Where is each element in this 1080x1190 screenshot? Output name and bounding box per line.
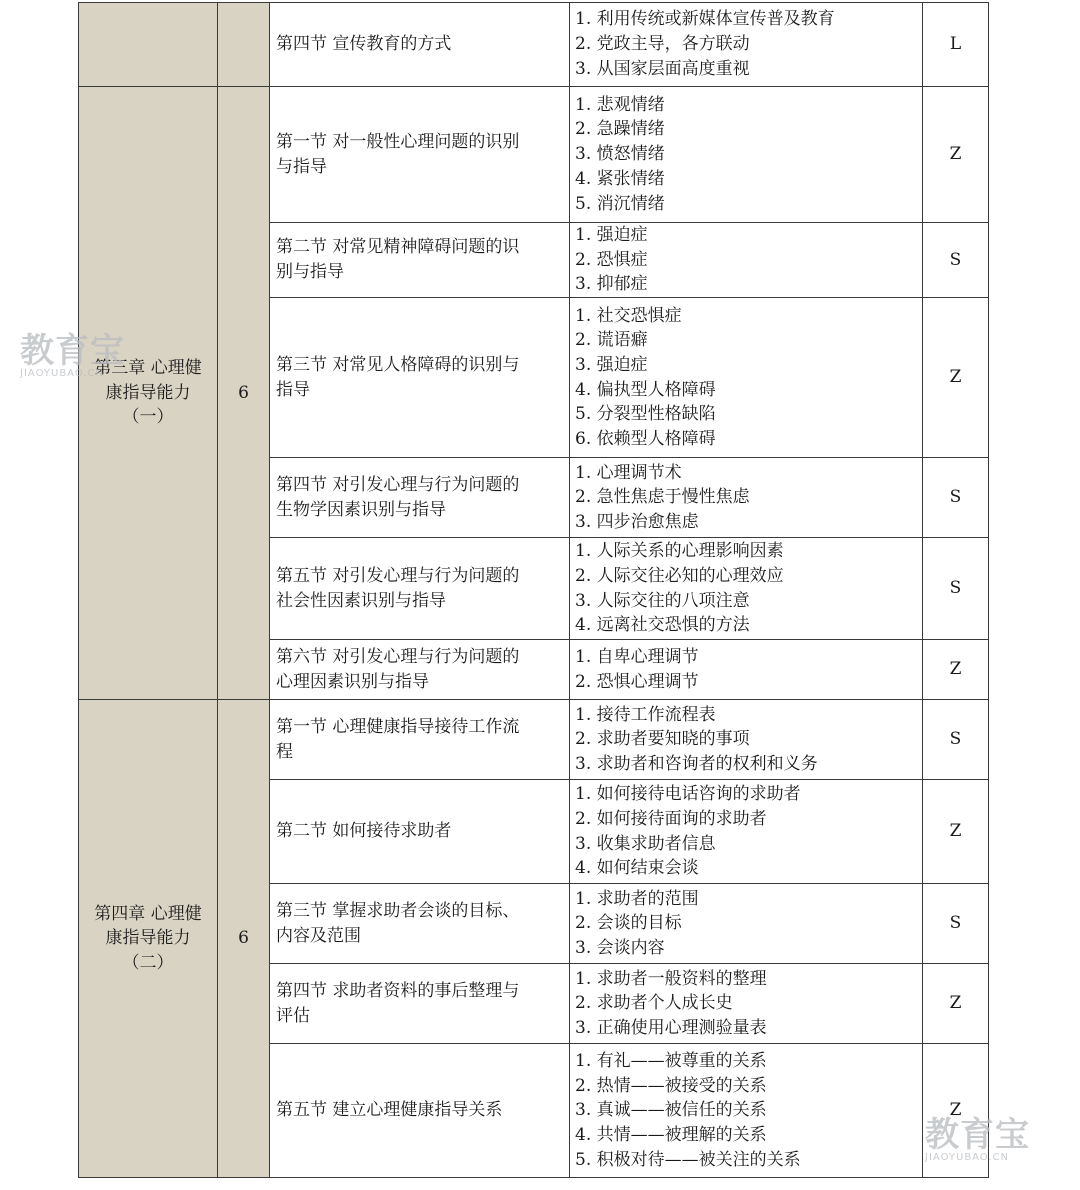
knowledge-point: 2. 党政主导，各方联动: [575, 34, 750, 55]
knowledge-point: 2. 人际交往必知的心理效应: [575, 565, 784, 586]
knowledge-points-cell: [570, 780, 923, 884]
knowledge-point: 2. 热情——被接受的关系: [575, 1075, 767, 1096]
knowledge-point: 1. 有礼——被尊重的关系: [575, 1050, 767, 1071]
watermark-subtext: JIAOYUBAO.CN: [925, 1152, 1009, 1163]
section-title-line: 第五节 建立心理健康指导关系: [276, 1100, 503, 1121]
section-title-cell: [270, 640, 570, 700]
requirement-level-cell: L: [923, 3, 989, 87]
chapter-title-cell: [79, 3, 218, 87]
knowledge-point: 1. 求助者的范围: [575, 888, 699, 909]
knowledge-point: 2. 恐惧症: [575, 249, 648, 270]
section-title-line: 第三节 对常见人格障碍的识别与: [276, 354, 520, 375]
knowledge-point: 3. 四步治愈焦虑: [575, 511, 699, 532]
knowledge-point: 4. 共情——被理解的关系: [575, 1124, 767, 1145]
knowledge-points-cell: [570, 700, 923, 780]
chapter-title-line: 康指导能力: [105, 382, 191, 403]
knowledge-point: 3. 从国家层面高度重视: [575, 58, 750, 79]
knowledge-point: 1. 利用传统或新媒体宣传普及教育: [575, 9, 835, 30]
knowledge-point: 1. 强迫症: [575, 225, 648, 245]
section-title-cell: [270, 700, 570, 780]
knowledge-point: 1. 心理调节术: [575, 462, 682, 483]
chapter-hours-cell: [218, 3, 270, 87]
section-title-line: 第四节 宣传教育的方式: [276, 34, 452, 55]
watermark-subtext: JIAOYUBAO.CN: [20, 368, 104, 379]
requirement-level-cell: S: [923, 538, 989, 640]
requirement-level-cell: Z: [923, 640, 989, 700]
requirement-level-cell: S: [923, 700, 989, 780]
knowledge-point: 2. 急性焦虑于慢性焦虑: [575, 487, 750, 508]
requirement-level-cell: Z: [923, 87, 989, 223]
knowledge-point: 1. 自卑心理调节: [575, 646, 699, 667]
knowledge-point: 5. 消沉情绪: [575, 193, 665, 214]
knowledge-point: 4. 紧张情绪: [575, 168, 665, 189]
section-title-line: 第四节 对引发心理与行为问题的: [276, 474, 520, 495]
section-title-cell: [270, 87, 570, 223]
table-row: [79, 87, 989, 223]
knowledge-points-cell: [570, 964, 923, 1044]
section-title-line: 评估: [276, 1005, 310, 1026]
requirement-level-cell: Z: [923, 964, 989, 1044]
knowledge-points-cell: [570, 640, 923, 700]
requirement-level-cell: Z: [923, 1044, 989, 1178]
chapter-title-line: 第三章 心理健: [94, 358, 202, 378]
section-title-line: 第五节 对引发心理与行为问题的: [276, 565, 520, 586]
syllabus-table: [78, 2, 989, 1178]
knowledge-point: 2. 恐惧心理调节: [575, 671, 699, 692]
watermark-text: 教育宝: [925, 1115, 1030, 1155]
knowledge-point: 3. 人际交往的八项注意: [575, 590, 750, 611]
section-title-cell: [270, 1044, 570, 1178]
knowledge-points-cell: [570, 1044, 923, 1178]
table-row: [79, 700, 989, 780]
requirement-level-cell: S: [923, 223, 989, 298]
knowledge-points-cell: [570, 538, 923, 640]
knowledge-point: 3. 会谈内容: [575, 937, 665, 958]
chapter-title-line: （二）: [122, 952, 174, 973]
section-title-cell: [270, 780, 570, 884]
knowledge-point: 5. 分裂型性格缺陷: [575, 404, 716, 425]
chapter-title-line: 第四章 心理健: [94, 903, 202, 924]
knowledge-points-cell: [570, 298, 923, 458]
watermark-text: 教育宝: [20, 331, 125, 371]
section-title-cell: [270, 964, 570, 1044]
knowledge-points-cell: [570, 223, 923, 298]
section-title-line: 第三节 掌握求助者会谈的目标、: [276, 900, 520, 921]
section-title-line: 社会性因素识别与指导: [276, 590, 446, 611]
table-row: [79, 3, 989, 87]
knowledge-point: 3. 收集求助者信息: [575, 833, 716, 854]
section-title-line: 内容及范围: [276, 925, 361, 946]
knowledge-point: 1. 人际关系的心理影响因素: [575, 541, 784, 562]
section-title-line: 第二节 如何接待求助者: [276, 821, 452, 842]
knowledge-points-cell: [570, 87, 923, 223]
knowledge-point: 4. 偏执型人格障碍: [575, 379, 716, 400]
chapter-hours-cell: 6: [218, 87, 270, 700]
chapter-title-line: 康指导能力: [105, 928, 191, 949]
section-title-line: 第二节 对常见精神障碍问题的识: [276, 237, 520, 258]
section-title-line: 生物学因素识别与指导: [276, 499, 446, 520]
knowledge-point: 2. 急躁情绪: [575, 119, 665, 140]
section-title-cell: [270, 298, 570, 458]
knowledge-point: 3. 强迫症: [575, 354, 648, 375]
chapter-title-line: （一）: [122, 407, 174, 428]
section-title-cell: [270, 458, 570, 538]
knowledge-point: 3. 真诚——被信任的关系: [575, 1100, 767, 1121]
knowledge-point: 2. 求助者要知晓的事项: [575, 729, 750, 750]
knowledge-point: 4. 远离社交恐惧的方法: [575, 615, 750, 636]
knowledge-point: 3. 愤怒情绪: [575, 144, 665, 165]
requirement-level-cell: S: [923, 884, 989, 964]
section-title-line: 第一节 心理健康指导接待工作流: [276, 716, 520, 737]
knowledge-point: 1. 社交恐惧症: [575, 305, 682, 326]
section-title-line: 第一节 对一般性心理问题的识别: [276, 131, 520, 152]
chapter-title-cell: [79, 87, 218, 700]
section-title-line: 心理因素识别与指导: [276, 671, 429, 692]
section-title-cell: [270, 538, 570, 640]
knowledge-point: 3. 抑郁症: [575, 274, 648, 295]
requirement-level-cell: Z: [923, 780, 989, 884]
requirement-level-cell: S: [923, 458, 989, 538]
knowledge-point: 2. 会谈的目标: [575, 913, 682, 934]
section-title-line: 第四节 求助者资料的事后整理与: [276, 980, 520, 1001]
chapter-title-cell: [79, 700, 218, 1178]
knowledge-point: 2. 求助者个人成长史: [575, 993, 733, 1014]
knowledge-point: 3. 正确使用心理测验量表: [575, 1017, 767, 1038]
section-title-line: 第六节 对引发心理与行为问题的: [276, 646, 520, 667]
knowledge-point: 6. 依赖型人格障碍: [575, 429, 716, 450]
knowledge-points-cell: [570, 3, 923, 87]
knowledge-points-cell: [570, 884, 923, 964]
requirement-level-cell: Z: [923, 298, 989, 458]
knowledge-point: 2. 如何接待面询的求助者: [575, 808, 767, 829]
section-title-line: 与指导: [276, 156, 327, 177]
knowledge-point: 1. 悲观情绪: [575, 94, 665, 115]
section-title-cell: [270, 3, 570, 87]
section-title-cell: [270, 223, 570, 298]
chapter-hours-cell: 6: [218, 700, 270, 1178]
knowledge-point: 4. 如何结束会谈: [575, 858, 699, 879]
knowledge-points-cell: [570, 458, 923, 538]
syllabus-table-body: [79, 3, 989, 1178]
section-title-cell: [270, 884, 570, 964]
knowledge-point: 1. 接待工作流程表: [575, 704, 716, 725]
section-title-line: 指导: [276, 379, 310, 400]
knowledge-point: 3. 求助者和咨询者的权利和义务: [575, 753, 818, 774]
knowledge-point: 1. 如何接待电话咨询的求助者: [575, 784, 801, 805]
section-title-line: 程: [276, 741, 293, 762]
knowledge-point: 1. 求助者一般资料的整理: [575, 968, 767, 989]
knowledge-point: 5. 积极对待——被关注的关系: [575, 1149, 801, 1170]
knowledge-point: 2. 谎语癖: [575, 330, 648, 351]
section-title-line: 别与指导: [276, 262, 344, 283]
